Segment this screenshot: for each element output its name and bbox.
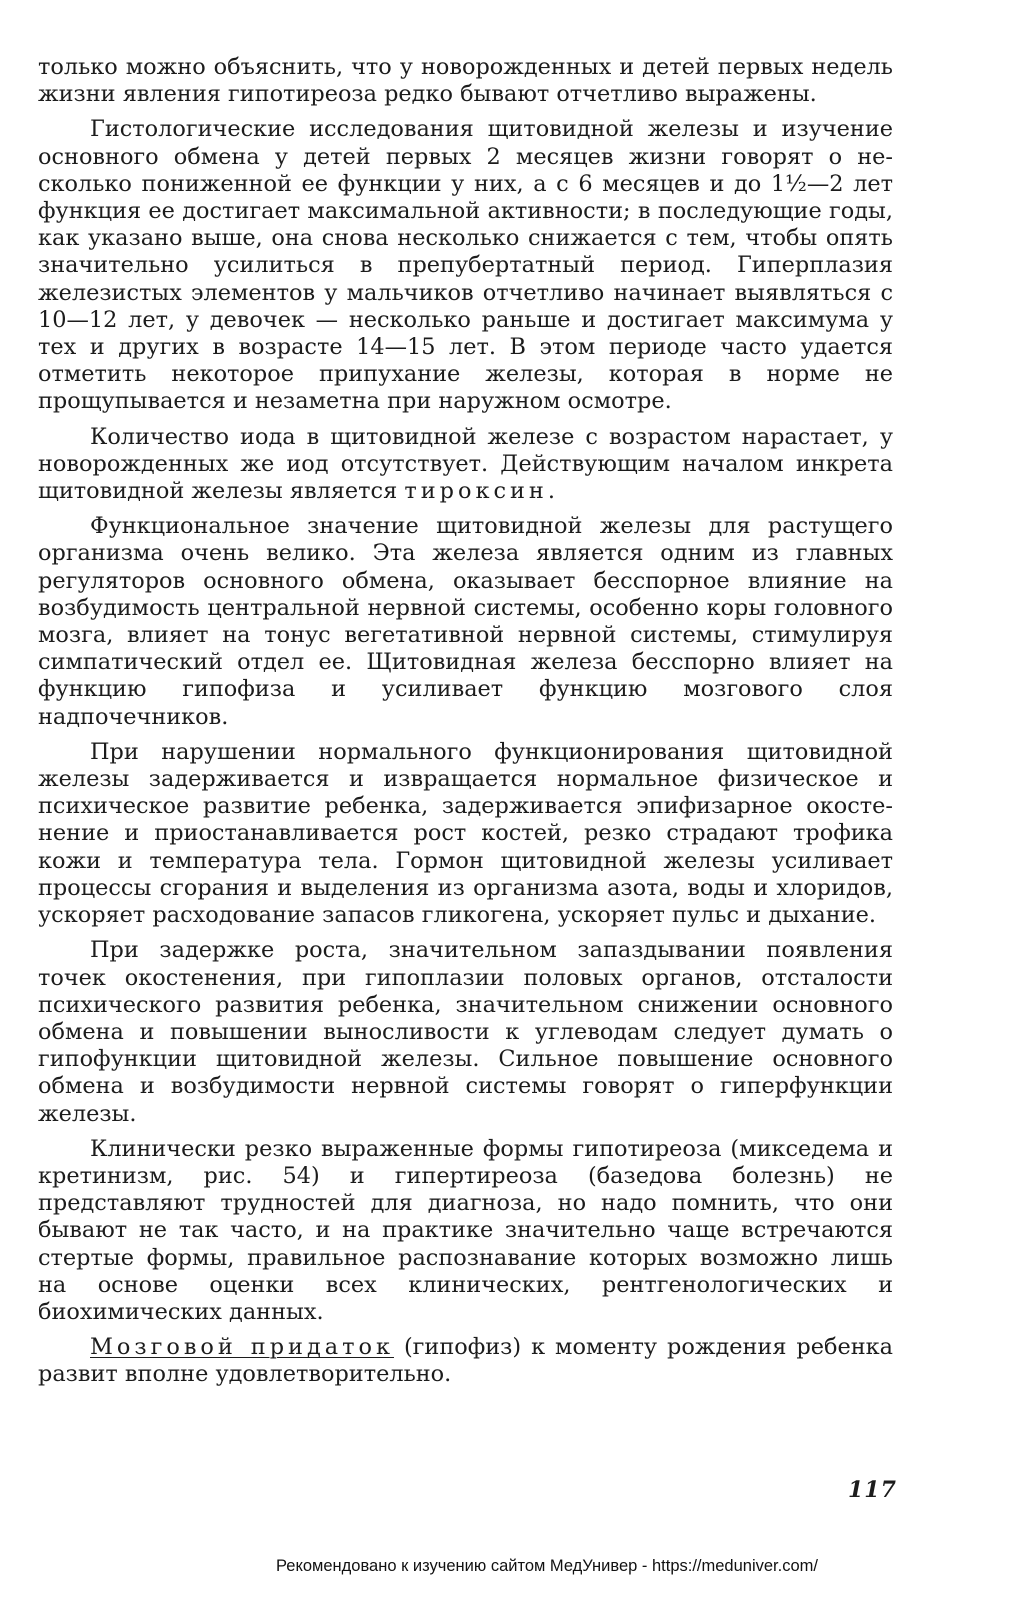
paragraph-hypothyroidism-newborns: только можно объяснить, что у новорожденных и детей первых недель жизни явления гипотиреоза редко бывают отчетливо выражены. [38, 54, 893, 108]
paragraph-iodine [38, 424, 893, 506]
page-body [38, 54, 893, 1397]
iodine-text-end: . [547, 478, 555, 505]
pituitary-term: Мозговой придаток [90, 1334, 394, 1361]
pituitary-text: (гипофиз) к моменту рождения ребенка развит вполне удовлетворительно. [38, 1334, 893, 1388]
paragraph-diagnosis: При задержке роста, значительном запаздывании появления точек окостенения, при гипоплазии половых органов, отсталости психического развития ребенка, значительном снижении основного обмена и повышении выносливости к углеводам следует думать о гипофункции щитовидной железы. Сильное повышение основного обмена и возбудимости нервной системы говорят о гиперфункции железы. [38, 937, 893, 1127]
paragraph-histology: Гистологические исследования щитовидной железы и изучение основного обмена у детей первых 2 месяцев жизни говорят о несколько пониженной ее функции у них, а с 6 месяцев и до 1½—2 лет функция ее достигает максимальной активности; в последующие годы, как указано выше, она снова несколько снижается с тем, чтобы опять значительно усилиться в препубертатный период. Гиперплазия железистых элементов у мальчиков отчетливо начинает выявляться с 10—12 лет, у девочек — несколько раньше и достигает максимума у тех и других в возрасте 14—15 лет. В этом периоде часто удается отметить некоторое припухание железы, которая в норме не прощупывается и незаметна при наружном осмотре. [38, 116, 893, 415]
page-number: 117 [848, 1477, 897, 1503]
paragraph-function: Функциональное значение щитовидной железы для растущего организма очень велико. Эта железа является одним из главных регуляторов основного обмена, оказывает бесспорное влияние на возбудимость центральной нервной системы, особенно коры головного мозга, влияет на тонус вегетативной нервной системы, стимулируя симпатический отдел ее. Щитовидная железа бесспорно влияет на функцию гипофиза и усиливает функцию мозгового слоя надпочечников. [38, 513, 893, 730]
paragraph-dysfunction: При нарушении нормального функционирования щитовидной железы задерживается и извращается нормальное физическое и психическое развитие ребенка, задерживается эпифизарное окостенение и приостанавливается рост костей, резко страдают трофика кожи и температура тела. Гормон щитовидной железы усиливает процессы сгорания и выделения из организма азота, воды и хлоридов, ускоряет расходование запасов гликогена, ускоряет пульс и дыхание. [38, 738, 893, 929]
paragraph-pituitary [38, 1334, 893, 1388]
paragraph-clinical-forms: Клинически резко выраженные формы гипотиреоза (микседема и кретинизм, рис. 54) и гипертиреоза (базедова болезнь) не представляют трудностей для диагноза, но надо помнить, что они бывают не так часто, и на практике значительно чаще встречаются стертые формы, правильное распознавание которых возможно лишь на основе оценки всех клинических, рентгенологических и биохимических данных. [38, 1135, 893, 1325]
thyroxine-term: тироксин [404, 478, 548, 505]
footer-recommendation: Рекомендовано к изучению сайтом МедУнивер - https://meduniver.com/ [276, 1557, 818, 1575]
iodine-text: Количество иода в щитовидной железе с возрастом нарастает, у новорожденных же иод отсутствует. Действующим началом инкрета щитовидной железы является [38, 423, 893, 505]
